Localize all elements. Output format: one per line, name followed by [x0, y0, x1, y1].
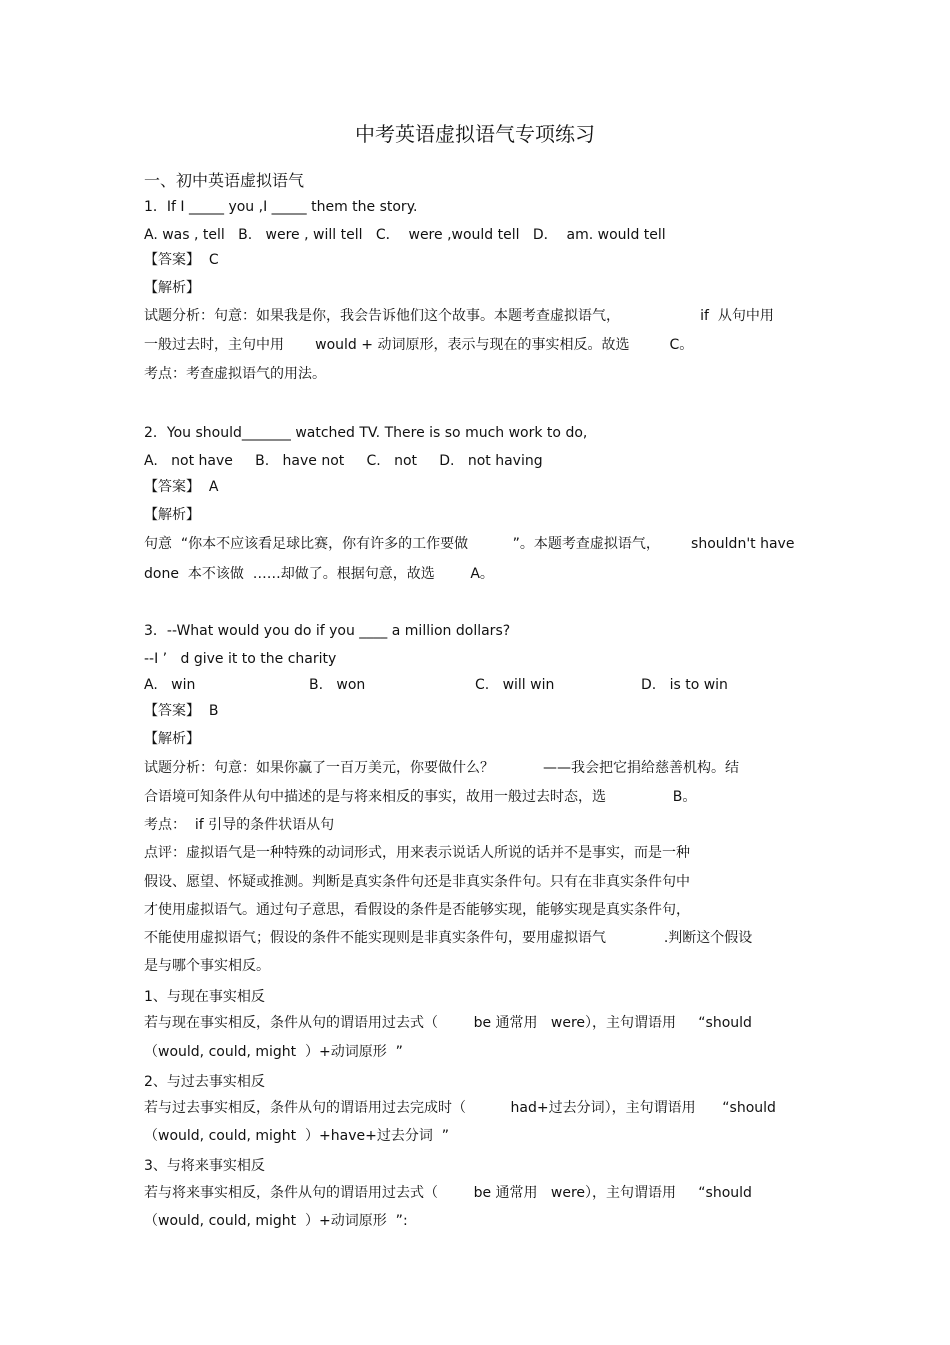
- page-title: 中考英语虚拟语气专项练习: [355, 122, 595, 146]
- question-2-analysis-label: 【解析】: [144, 507, 200, 523]
- question-2-options: A. not have B. have not C. not D. not having: [144, 453, 543, 469]
- question-3-comment-line: 才使用虚拟语气。通过句子意思，看假设的条件是否能够实现，能够实现是真实条件句，: [144, 902, 690, 918]
- question-2-stem: 2．You should_______ watched TV. There is so much work to do,: [144, 425, 588, 441]
- question-3-option-a: A. win: [144, 677, 196, 693]
- question-3-analysis-label: 【解析】: [144, 731, 200, 747]
- rule-1-heading: 1、与现在事实相反: [144, 989, 265, 1005]
- rule-2-line: 若与过去事实相反，条件从句的谓语用过去完成时（ had+过去分词），主句谓语用 “should: [144, 1100, 776, 1116]
- question-3-comment-line: 假设、愿望、怀疑或推测。判断是真实条件句还是非真实条件句。只有在非真实条件句中: [144, 874, 690, 890]
- question-1-analysis-line: 试题分析：句意：如果我是你，我会告诉他们这个故事。本题考查虚拟语气， if 从句中用: [144, 308, 774, 324]
- question-1-analysis-line: 一般过去时，主句中用 would + 动词原形，表示与现在的事实相反。故选 C。: [144, 337, 694, 353]
- rule-1-line: 若与现在事实相反，条件从句的谓语用过去式（ be 通常用 were），主句谓语用 “should: [144, 1015, 752, 1031]
- question-3-reply: --I ’ d give it to the charity: [144, 651, 337, 667]
- rule-3-heading: 3、与将来事实相反: [144, 1158, 265, 1174]
- rule-1-line: （would, could, might ）+动词原形 ”: [144, 1044, 403, 1060]
- question-3-analysis-line: 合语境可知条件从句中描述的是与将来相反的事实，故用一般过去时态，选 B。: [144, 789, 697, 805]
- question-3-exam-point: 考点： if 引导的条件状语从句: [144, 817, 335, 833]
- question-2-analysis-line: 句意 “你本不应该看足球比赛，你有许多的工作要做 ”。本题考查虚拟语气， shouldn't have: [144, 536, 795, 552]
- rule-3-line: （would, could, might ）+动词原形 ”:: [144, 1213, 408, 1229]
- section-heading: 一、初中英语虚拟语气: [144, 171, 305, 190]
- question-2-analysis-line: done 本不该做 ……却做了。根据句意，故选 A。: [144, 566, 494, 582]
- question-3-comment-line: 是与哪个事实相反。: [144, 958, 270, 974]
- question-1-answer: 【答案】 C: [144, 252, 219, 268]
- question-1-exam-point: 考点：考查虚拟语气的用法。: [144, 366, 326, 382]
- question-3-comment-line: 不能使用虚拟语气；假设的条件不能实现则是非真实条件句，要用虚拟语气 .判断这个假设: [144, 930, 753, 946]
- rule-2-line: （would, could, might ）+have+过去分词 ”: [144, 1128, 450, 1144]
- question-3-stem: 3．--What would you do if you ____ a million dollars?: [144, 623, 511, 639]
- rule-3-line: 若与将来事实相反，条件从句的谓语用过去式（ be 通常用 were），主句谓语用 “should: [144, 1185, 752, 1201]
- question-1-options: A. was , tell B. were , will tell C． were ,would tell D． am. would tell: [144, 227, 666, 243]
- question-3-option-c: C. will win: [475, 677, 555, 693]
- question-3-option-d: D. is to win: [641, 677, 728, 693]
- question-1-analysis-label: 【解析】: [144, 280, 200, 296]
- question-3-comment-line: 点评：虚拟语气是一种特殊的动词形式，用来表示说话人所说的话并不是事实，而是一种: [144, 845, 690, 861]
- question-3-analysis-line: 试题分析：句意：如果你赢了一百万美元，你要做什么？ ——我会把它捐给慈善机构。结: [144, 760, 739, 776]
- rule-2-heading: 2、与过去事实相反: [144, 1074, 265, 1090]
- question-3-option-b: B. won: [309, 677, 366, 693]
- question-1-stem: 1．If I _____ you ,I _____ them the story.: [144, 199, 418, 215]
- question-3-answer: 【答案】 B: [144, 703, 219, 719]
- question-2-answer: 【答案】 A: [144, 479, 219, 495]
